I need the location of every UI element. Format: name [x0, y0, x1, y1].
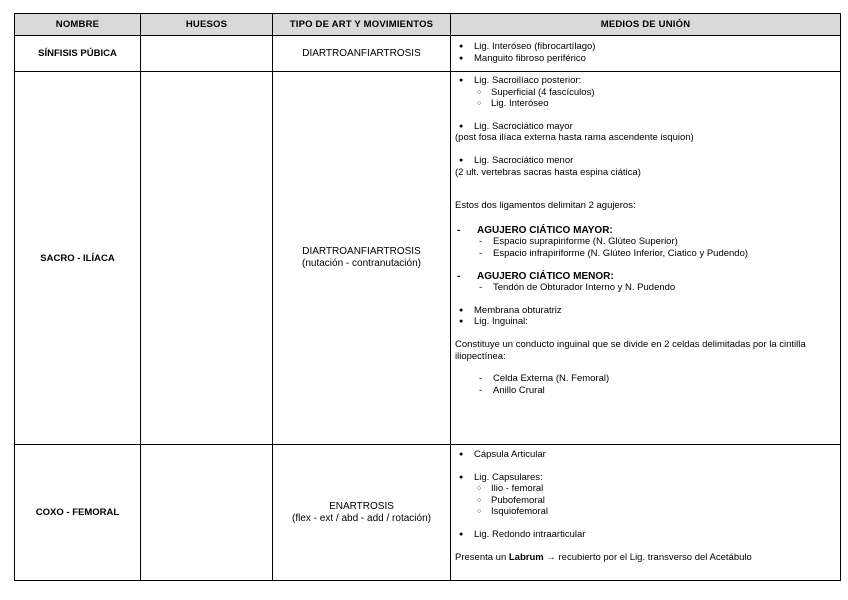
tipo-text: ENARTROSIS — [329, 500, 394, 512]
list-item: ● Lig. Sacrociático menor — [455, 155, 836, 167]
row-nombre: SACRO - ILÍACA — [15, 72, 141, 445]
list-item: ● Manguito fibroso periférico — [455, 53, 836, 65]
table-row — [15, 445, 841, 581]
table-row — [15, 36, 841, 72]
tipo-movimientos: (flex - ext / abd - add / rotación) — [292, 512, 431, 524]
labrum-term: Labrum — [508, 551, 544, 563]
paragraph: Estos dos ligamentos delimitan 2 agujeros: — [455, 200, 636, 212]
header-huesos: HUESOS — [141, 14, 273, 36]
articulaciones-table — [14, 13, 841, 581]
row-tipo — [273, 445, 451, 581]
row-nombre: SÍNFISIS PÚBICA — [15, 36, 141, 72]
row-medios — [451, 445, 841, 581]
list-item: ○ Lig. Interóseo — [455, 98, 836, 110]
list-item: ● Lig. Inguinal: — [455, 316, 836, 328]
row-tipo — [273, 72, 451, 445]
list-item: ● Membrana obturatriz — [455, 305, 836, 317]
labrum-lead: Presenta un — [455, 551, 507, 563]
paragraph — [455, 552, 836, 564]
list-item: ● Cápsula Articular — [455, 449, 836, 461]
list-item: - Tendón de Obturador Interno y N. Pudendo — [455, 282, 836, 294]
list-item: - Espacio infrapiriforme (N. Glúteo Inferior, Ciatico y Pudendo) — [455, 248, 836, 260]
labrum-tail: → recubierto por el Lig. transverso del Acetábulo — [546, 551, 752, 563]
row-medios — [451, 36, 841, 72]
list-item: ● Lig. Interóseo (fibrocartílago) — [455, 41, 836, 53]
list-item: - Espacio suprapiriforme (N. Glúteo Superior) — [455, 236, 836, 248]
tipo-text: DIARTROANFIARTROSIS — [302, 246, 421, 257]
subheading: - AGUJERO CIÁTICO MENOR: — [455, 271, 836, 283]
row-huesos — [141, 36, 273, 72]
list-item: ○ Superficial (4 fascículos) — [455, 87, 836, 99]
list-item: ● Lig. Redondo intraarticular — [455, 529, 836, 541]
tipo-text: DIARTROANFIARTROSIS — [302, 47, 421, 59]
row-huesos — [141, 72, 273, 445]
row-medios — [451, 72, 841, 445]
tipo-movimientos: (nutación - contranutación) — [302, 258, 421, 269]
header-tipo: TIPO DE ART Y MOVIMIENTOS — [273, 14, 451, 36]
paragraph: Constituye un conducto inguinal que se divide en 2 celdas delimitadas por la cintilla iliopectínea: — [455, 338, 806, 362]
list-item: ● Lig. Sacroilíaco posterior: — [455, 75, 836, 87]
list-item: ● Lig. Capsulares: — [455, 472, 836, 484]
table-row — [15, 72, 841, 445]
row-nombre: COXO - FEMORAL — [15, 445, 141, 581]
list-item: ○ Isquiofemoral — [455, 506, 836, 518]
row-tipo — [273, 36, 451, 72]
list-item: ● Lig. Sacrociático mayor — [455, 121, 836, 133]
row-huesos — [141, 445, 273, 581]
list-note: (2 ult. vertebras sacras hasta espina ciática) — [455, 166, 641, 178]
list-note: (post fosa ilíaca externa hasta rama ascendente isquion) — [455, 132, 694, 144]
list-item: ○ Ilio - femoral — [455, 483, 836, 495]
header-row — [15, 14, 841, 36]
header-medios: MEDIOS DE UNIÓN — [451, 14, 841, 36]
subheading: - AGUJERO CIÁTICO MAYOR: — [455, 225, 836, 237]
list-item: - Celda Externa (N. Femoral) — [455, 373, 836, 385]
list-item: - Anillo Crural — [455, 385, 836, 397]
list-item: ○ Pubofemoral — [455, 495, 836, 507]
header-nombre: NOMBRE — [15, 14, 141, 36]
